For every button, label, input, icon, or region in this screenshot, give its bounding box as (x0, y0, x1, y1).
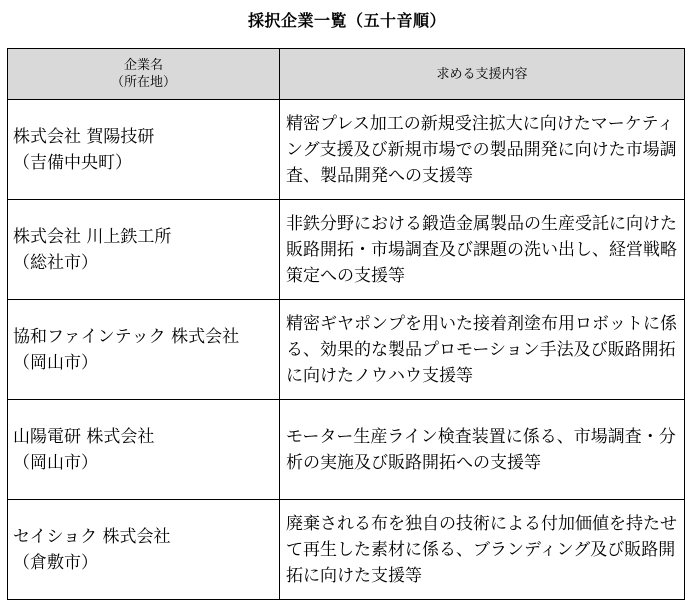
company-name: 株式会社 賀陽技研 (13, 126, 155, 147)
company-location: （倉敷市） (13, 552, 98, 573)
support-text: 精密ギヤポンプを用いた接着剤塗布用ロボットに係る、効果的な製品プロモーション手法及び販路開拓に向けたノウハウ支援等 (286, 313, 677, 386)
company-location: （岡山市） (13, 452, 98, 473)
header-company-sub: （所在地） (110, 75, 176, 90)
table-row (8, 500, 685, 600)
support-text: 精密プレス加工の新規受注拡大に向けたマーケティング支援及び新規市場での製品開発に向けた市場調査、製品開発への支援等 (286, 113, 677, 186)
support-cell (280, 200, 685, 300)
support-cell (280, 100, 685, 200)
company-location: （総社市） (13, 252, 98, 273)
page-title: 採択企業一覧（五十音順） (247, 11, 446, 30)
header-company-label: 企業名 (123, 58, 163, 73)
company-cell (8, 300, 280, 400)
company-location: （吉備中央町） (13, 152, 132, 173)
table-row (8, 300, 685, 400)
company-cell (8, 100, 280, 200)
company-cell (8, 200, 280, 300)
header-support-label: 求める支援内容 (436, 66, 528, 82)
table-row (8, 400, 685, 500)
support-text: 廃棄される布を独自の技術による付加価値を持たせて再生した素材に係る、ブランディング及び販路開拓に向けた支援等 (286, 513, 677, 586)
company-name: 協和ファインテック 株式会社 (13, 326, 240, 347)
company-name: 山陽電研 株式会社 (13, 426, 155, 447)
support-cell (280, 500, 685, 600)
company-name: 株式会社 川上鉄工所 (13, 226, 172, 247)
support-text: モーター生産ライン検査装置に係る、市場調査・分析の実施及び販路開拓への支援等 (286, 426, 676, 473)
header-company (8, 49, 280, 100)
company-cell (8, 500, 280, 600)
table-row (8, 100, 685, 200)
header-support (280, 49, 685, 100)
company-table (7, 48, 685, 600)
support-cell (280, 400, 685, 500)
table-row (8, 200, 685, 300)
support-cell (280, 300, 685, 400)
company-name: セイショク 株式会社 (13, 526, 171, 547)
table-header-row (8, 49, 685, 100)
support-text: 非鉄分野における鍛造金属製品の生産受託に向けた販路開拓・市場調査及び課題の洗い出し、経営戦略策定への支援等 (286, 213, 677, 286)
company-location: （岡山市） (13, 352, 98, 373)
company-cell (8, 400, 280, 500)
